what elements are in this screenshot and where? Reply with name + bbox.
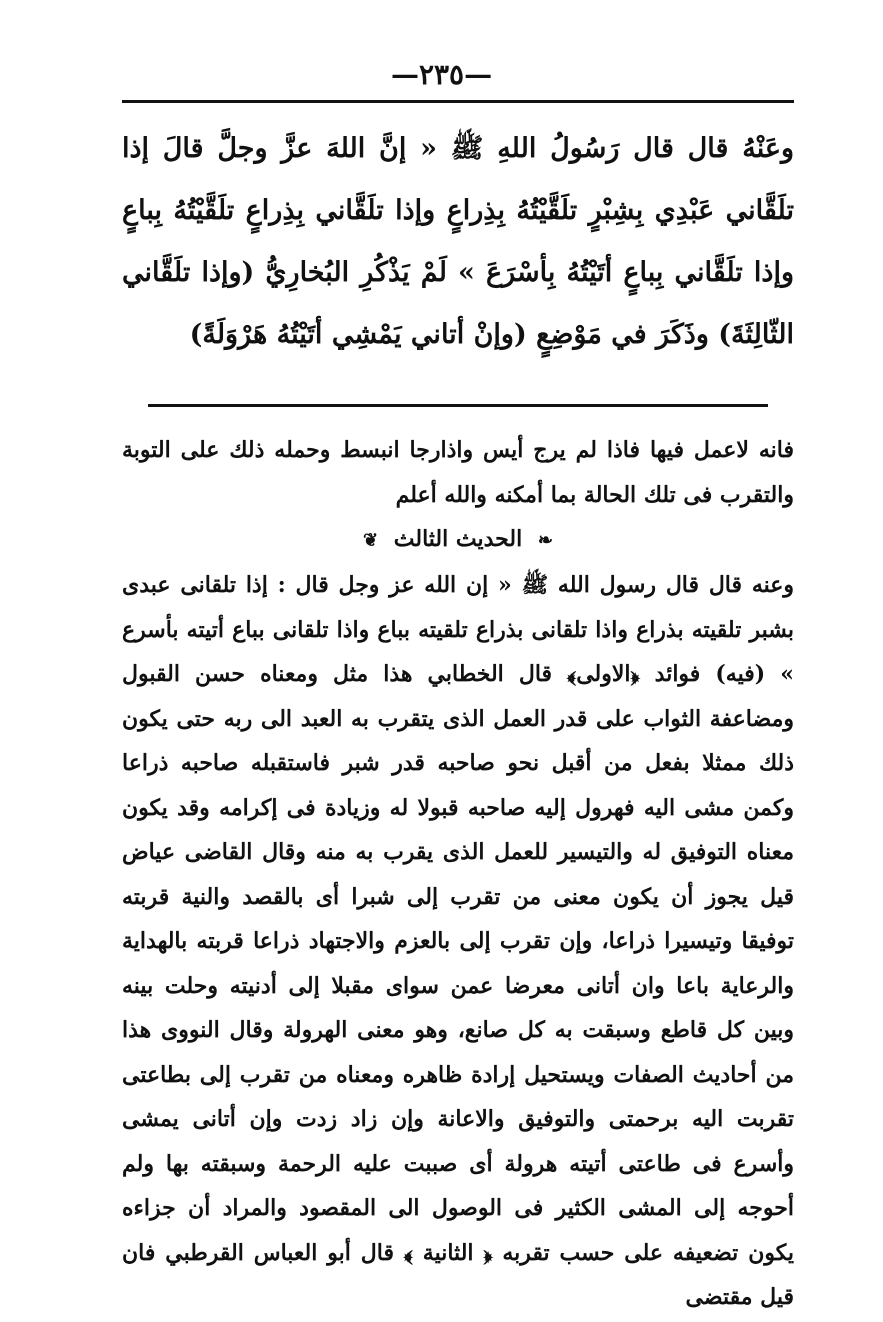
commentary [122, 428, 794, 1320]
section-divider [148, 404, 768, 407]
header-rule [122, 100, 794, 103]
section-heading-line [122, 517, 794, 563]
page-number: —٢٣٥— [390, 58, 493, 91]
hadith-text: وعَنْهُ قال قال رَسُولُ اللهِ ﷺ « إنَّ اللهَ عزَّ وجلَّ قالَ إذا تلَقَّاني عَبْدِي بِشِبْرٍ تلَقَّيْتُهُ بِذِراعٍ وإذا تلَقَّاني بِذِراعٍ تلَقَّيْتُهُ بِباعٍ وإذا تلَقَّاني بِباعٍ أتَيْتُهُ بِأسْرَعَ » لَمْ يَذْكُرِ البُخارِيُّ (وإذا تلَقَّاني الثّالِثَةَ) وذَكَرَ في مَوْضِعٍ (وإنْ أتاني يَمْشِي أتَيْتُهُ هَرْوَلَةً) [122, 133, 794, 350]
ornament-left-icon: ❦ [363, 530, 379, 551]
intro-paragraph: فانه لاعمل فيها فاذا لم يرج أيس واذارجا انبسط وحمله ذلك على التوبة والتقرب فى تلك الحالة بما أمكنه والله أعلم [122, 437, 794, 508]
ornament-right-icon: ❧ [537, 530, 553, 551]
section-heading: الحديث الثالث [393, 526, 523, 552]
body-paragraph: وعنه قال قال رسول الله ﷺ « إن الله عز وجل قال : إذا تلقانى عبدى بشبر تلقيته بذراع واذا تلقانى بذراع تلقيته بباع واذا تلقانى بباع أتيته بأسرع » (فيه) فوائد ﴿الاولى﴾ قال الخطابي هذا مثل ومعناه حسن القبول ومضاعفة الثواب على قدر العمل الذى يتقرب به العبد الى ربه حتى يكون ذلك ممثلا بفعل من أقبل نحو صاحبه قدر شبر فاستقبله صاحبه ذراعا وكمن مشى اليه فهرول إليه صاحبه قبولا له وزيادة فى إكرامه وقد يكون معناه التوفيق له والتيسير للعمل الذى يقرب به منه وقال القاضى عياض قيل يجوز أن يكون معنى من تقرب إلى شبرا أى بالقصد والنية قربته توفيقا وتيسيرا ذراعا، وإن تقرب إلى بالعزم والاجتهاد ذراعا قربته بالهداية والرعاية باعا وان أتانى معرضا عمن سواى مقبلا إلى أدنيته وحلت بينه وبين كل قاطع وسبقت به كل صانع، وهو معنى الهرولة وقال النووى هذا من أحاديث الصفات ويستحيل إرادة ظاهره ومعناه من تقرب إلى بطاعتى تقربت اليه برحمتى والتوفيق والاعانة وإن زاد زدت وإن أتانى يمشى وأسرع فى طاعتى أتيته هرولة أى صببت عليه الرحمة وسبقته بها ولم أحوجه إلى المشى الكثير فى الوصول الى المقصود والمراد أن جزاءه يكون تضعيفه على حسب تقربه ﴿ الثانية ﴾ قال أبو العباس القرطبي فان قيل مقتضى [122, 572, 794, 1310]
